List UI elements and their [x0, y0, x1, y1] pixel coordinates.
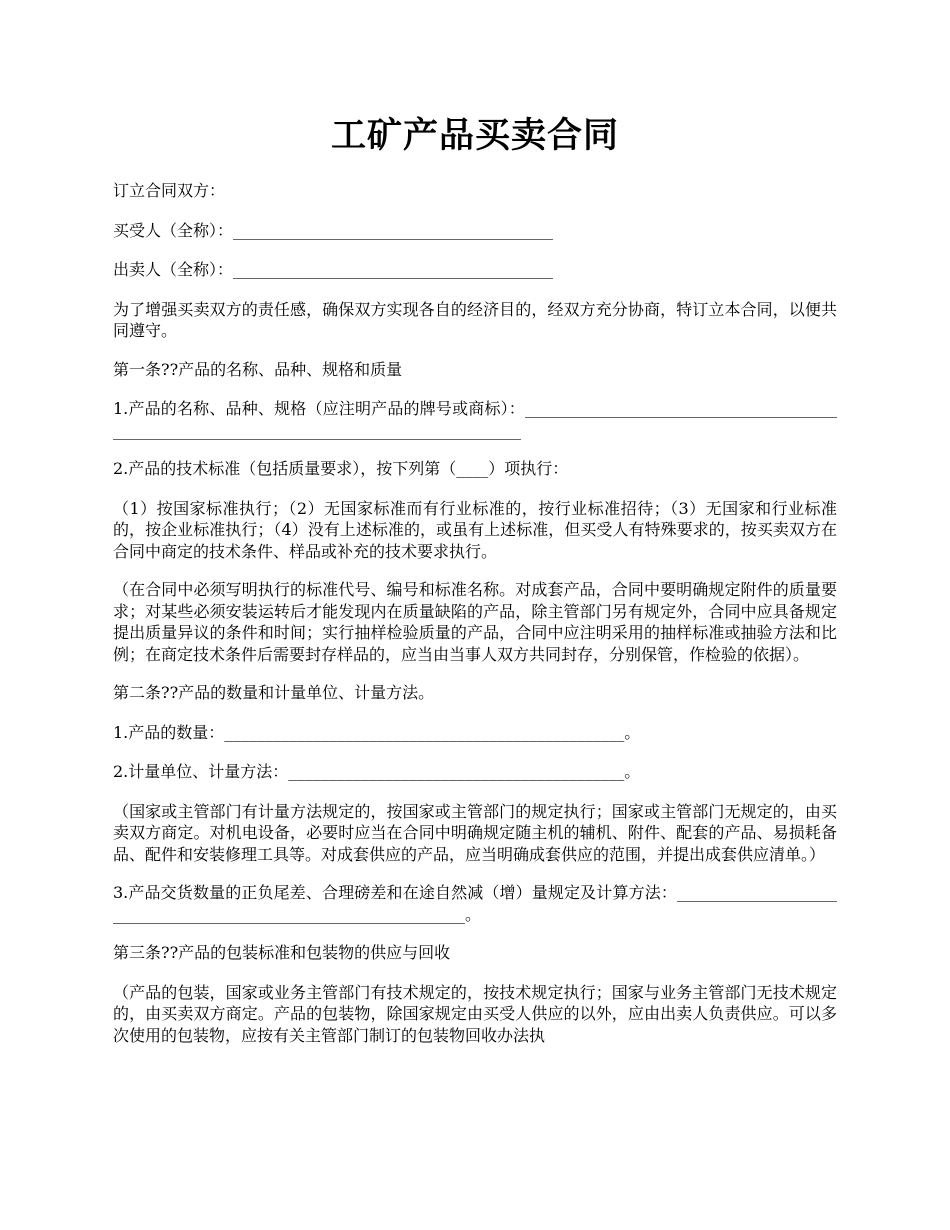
paragraph-preamble: 为了增强买卖双方的责任感，确保双方实现各自的经济目的，经双方充分协商，特订立本合同，以便共同遵守。: [113, 299, 837, 340]
article-1-standards-options: （1）按国家标准执行；（2）无国家标准而有行业标准的，按行业标准招待；（3）无国家和行业标准的，按企业标准执行；（4）没有上述标准的，或虽有上述标准，但买受人有特殊要求的，按买卖双方在合同中商定的技术条件、样品或补充的技术要求执行。: [113, 498, 837, 561]
article-2-item-2: 2.计量单位、计量方法：__________________________________________。: [113, 762, 641, 781]
document-title: 工矿产品买卖合同: [330, 115, 619, 156]
article-2-measurement-note: （国家或主管部门有计量方法规定的，按国家或主管部门的规定执行；国家或主管部门无规定的，由买卖双方商定。对机电设备，必要时应当在合同中明确规定随主机的辅机、附件、配套的产品、易损耗备品、配件和安装修理工具等。对成套供应的产品，应当明确成套供应的范围，并提出成套供应清单。）: [113, 801, 837, 864]
article-1-item-1: 1.产品的名称、品种、规格（应注明产品的牌号或商标）：__________________________________________________________________________________________: [113, 399, 837, 440]
article-2-item-3: 3.产品交货数量的正负尾差、合理磅差和在途自然减（增）量规定及计算方法：________________________________________________________________。: [113, 883, 837, 924]
article-1-heading: 第一条??产品的名称、品种、规格和质量: [113, 359, 403, 379]
article-1-item-2: 2.产品的技术标准（包括质量要求），按下列第（____）项执行：: [113, 459, 569, 478]
article-2-item-1: 1.产品的数量：__________________________________________________。: [113, 722, 641, 742]
paragraph-buyer-name: 买受人（全称）：________________________________________: [113, 220, 554, 240]
article-3-heading: 第三条??产品的包装标准和包装物的供应与回收: [113, 943, 451, 962]
article-3-packaging-note: （产品的包装，国家或业务主管部门有技术规定的，按技术规定执行；国家与业务主管部门无技术规定的，由买卖双方商定。产品的包装物，除国家规定由买受人供应的以外，应由出卖人负责供应。可以多次使用的包装物，应按有关主管部门制订的包装物回收办法执: [113, 982, 837, 1045]
paragraph-parties-intro: 订立合同双方：: [113, 181, 226, 200]
article-2-heading: 第二条??产品的数量和计量单位、计量方法。: [113, 683, 435, 702]
document-body: [113, 180, 837, 1063]
paragraph-seller-name: 出卖人（全称）：________________________________________: [113, 260, 554, 279]
article-1-standards-note: （在合同中必须写明执行的标准代号、编号和标准名称。对成套产品，合同中要明确规定附件的质量要求；对某些必须安装运转后才能发现内在质量缺陷的产品，除主管部门另有规定外，合同中应具备规定提出质量异议的条件和时间；实行抽样检验质量的产品，合同中应注明采用的抽样标准或抽验方法和比例；在商定技术条件后需要封存样品的，应当由当事人双方共同封存，分别保管，作检验的依据）。: [113, 580, 837, 664]
